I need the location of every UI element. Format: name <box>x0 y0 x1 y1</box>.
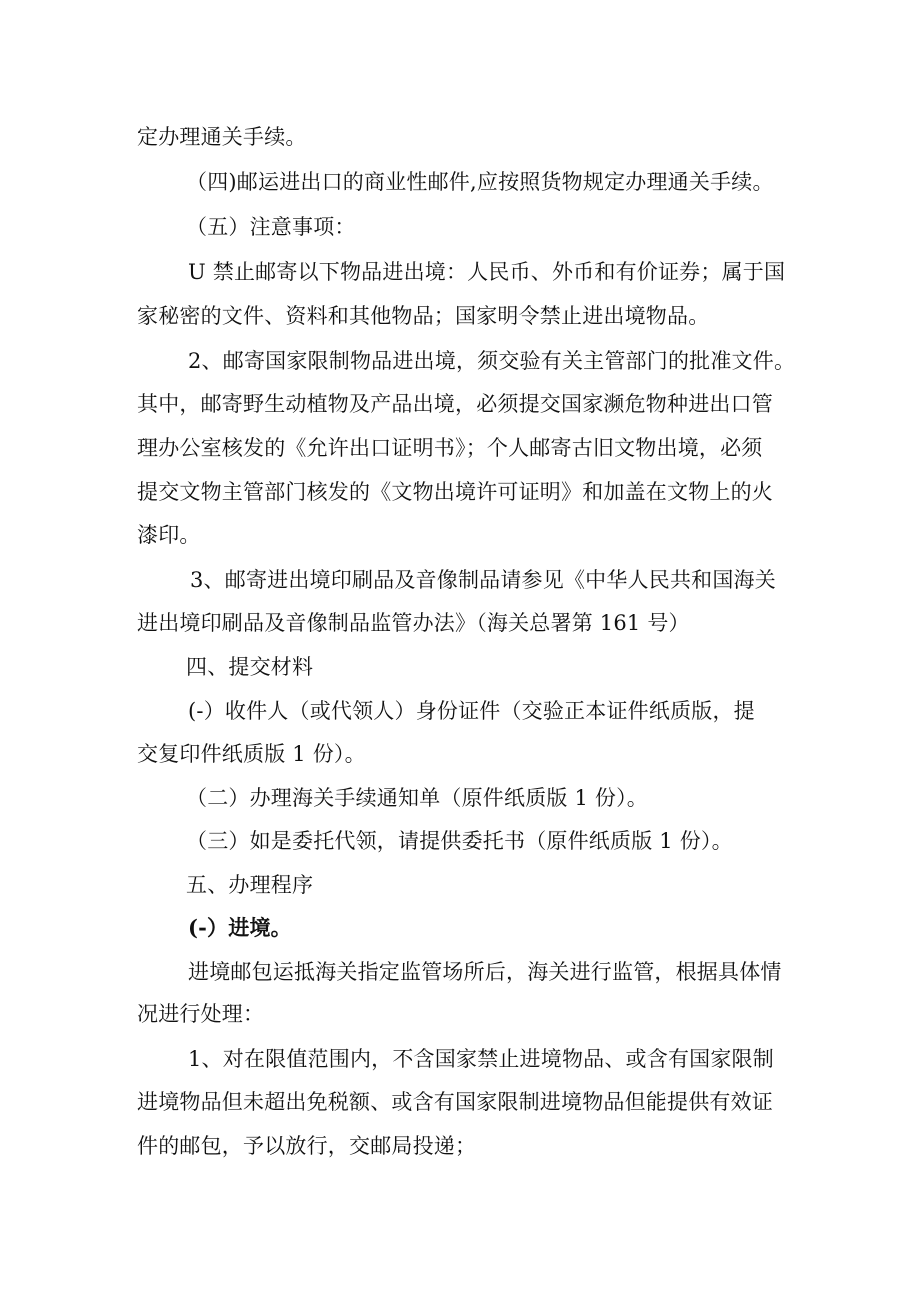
text-line: U 禁止邮寄以下物品进出境：人民币、外币和有价证券；属于国 <box>188 260 786 284</box>
section-heading: 五、办理程序 <box>186 873 314 897</box>
text-line: 进境物品但未超出免税额、或含有国家限制进境物品但能提供有效证 <box>137 1090 773 1114</box>
text-line: 交复印件纸质版 1 份）。 <box>137 742 366 766</box>
section-heading: 四、提交材料 <box>186 655 314 679</box>
text-line: 漆印。 <box>137 523 201 547</box>
text-line: （五）注意事项： <box>186 215 356 239</box>
text-line: 况进行处理： <box>137 1002 265 1026</box>
text-line: 家秘密的文件、资料和其他物品；国家明令禁止进出境物品。 <box>137 304 710 328</box>
text-line: （二）办理海关手续通知单（原件纸质版 1 份）。 <box>186 786 649 810</box>
text-line: 件的邮包，予以放行，交邮局投递； <box>137 1134 477 1158</box>
text-line: 2、邮寄国家限制物品进出境，须交验有关主管部门的批准文件。 <box>188 349 796 373</box>
text-line: 其中，邮寄野生动植物及产品出境，必须提交国家濒危物种进出口管 <box>137 392 773 416</box>
text-line: 1、对在限值范围内，不含国家禁止进境物品、或含有国家限制 <box>188 1047 774 1071</box>
text-line: 3、邮寄进出境印刷品及音像制品请参见《中华人民共和国海关 <box>190 568 776 592</box>
text-line: 定办理通关手续。 <box>137 125 307 149</box>
subsection-heading: (-）进境。 <box>188 915 292 940</box>
text-line: 进境邮包运抵海关指定监管场所后，海关进行监管，根据具体情 <box>188 960 782 984</box>
text-line: （三）如是委托代领，请提供委托书（原件纸质版 1 份）。 <box>186 829 733 853</box>
text-line: 理办公室核发的《允许出口证明书》；个人邮寄古旧文物出境，必须 <box>137 436 763 460</box>
text-line: （四)邮运进出口的商业性邮件,应按照货物规定办理通关手续。 <box>186 170 774 194</box>
text-line: 进出境印刷品及音像制品监管办法》（海关总署第 161 号） <box>137 611 690 635</box>
text-line: 提交文物主管部门核发的《文物出境许可证明》和加盖在文物上的火 <box>137 480 773 504</box>
text-line: (-）收件人（或代领人）身份证件（交验正本证件纸质版，提 <box>188 699 755 723</box>
